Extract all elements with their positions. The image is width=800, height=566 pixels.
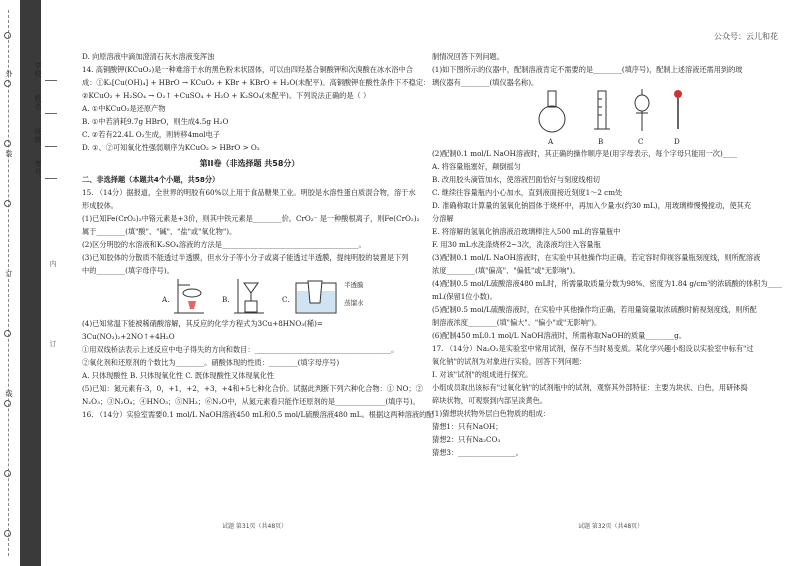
step-b: B. 改用胶头滴管加水，使溶液凹面恰好与刻度线相切 [432, 175, 600, 184]
option-c: C. ②若有22.4L O₂生成，则转移4mol电子 [82, 130, 220, 139]
option-d-q13: D. 向原溶液中滴加澄清石灰水溶液变浑浊 [82, 52, 215, 61]
question-16: 16. （14分）实验室需要0.1 mol/L NaOH溶液450 mL和0.5 mol/L硫酸溶液480 mL。根据这两种溶液的配 [82, 410, 434, 419]
page-footer-right: 试题 第32页（共48页） [578, 523, 644, 530]
field-label-name: 姓名 [34, 95, 42, 111]
binding-hole [4, 200, 11, 207]
step-d: 分溶解 [432, 214, 454, 223]
question-14-stem: 14. 高铜酸钾(KCuO₂)是一种难溶于水的黑色粉末状固体，可以由四羟基合铜酸钾和次溴酸在冰水浴中合 [82, 65, 413, 74]
question-16-part3: 浓度________(填"偏高"、"偏低"或"无影响")。 [432, 266, 580, 275]
question-15-part1: 属于________(填"酸"、"碱"、"盐"或"氧化物")。 [82, 227, 237, 236]
left-page [82, 50, 434, 421]
evaporation-apparatus [174, 277, 206, 315]
field-line [45, 80, 57, 81]
step-a: A. 将容量瓶塞好，颠倒摇匀 [432, 162, 521, 171]
inner-mark: 订 [49, 340, 57, 348]
option-a: A. ①中KCuO₂是还原产物 [82, 104, 166, 113]
question-17-text: 小组成员取出该标有"过氧化钠"的试剂瓶中的试剂，观察其外部特征：主要为块状、白色，用研钵捣 [432, 383, 748, 392]
question-15-part2: (2)区分明胶的水溶液和K₂SO₄溶液的方法是______________________________________。 [82, 240, 366, 249]
apparatus-label: B. [222, 295, 230, 304]
question-15-part4: 3Cu(NO₃)₂+2NO↑+4H₂O [82, 332, 175, 341]
page-footer-left: 试题 第31页（共48页） [222, 523, 288, 530]
hypothesis-3: 猜想3：________________。 [432, 448, 523, 457]
apparatus-label: D [674, 137, 680, 146]
outer-mark: 线 [5, 390, 13, 398]
question-16-part1: 璃仪器有________(填仪器名称)。 [432, 78, 539, 87]
inner-mark: 内 [49, 260, 57, 268]
question-15-part5: N₂O₃；③N₂O₄；④HNO₃；⑤NH₃；⑥N₂O中，从氮元素看只能作还原剂的是______________(填序号)。 [82, 397, 420, 406]
question-15-part5: (5)已知：氮元素有-3，0，+1，+2，+3，+4和+5七种化合价。试据此判断下列六种化合物：① NO；② [82, 384, 423, 393]
question-17: 17. （14分）Na₂O₂是实验室中常用试剂，保存不当时易变质。某化学兴趣小组设以实验室中标有"过 [432, 344, 754, 353]
field-label-number: 考号 [34, 160, 42, 176]
question-16-part3: (3)配制0.1 mol/L NaOH溶液时，在实验中其他操作均正确，若定容时仰视容量瓶刻度线，则所配溶液 [432, 253, 761, 262]
question-15-part4: (4)已知常温下能被稀硝酸溶解，其反应的化学方程式为3Cu+8HNO₃(稀)= [82, 319, 323, 328]
outer-mark: 外 [5, 70, 13, 78]
field-line [45, 146, 57, 147]
graduated-cylinder-b [592, 89, 612, 133]
binding-hole [4, 470, 11, 477]
question-15-part3: 中的________(填字母序号)。 [82, 266, 174, 275]
question-16-part6: (6)配制450 mL0.1 mol/L NaOH溶液时，所需称取NaOH的质量________g。 [432, 331, 686, 340]
apparatus-label: C [638, 137, 644, 146]
question-14-stem: 成：①K₂[Cu(OH)₄] + HBrO → KCuO₂ + KBr + KBrO + H₂O(未配平)。高铜酸钾在酸性条件下不稳定： [82, 78, 431, 87]
question-17-section1: I. 对该"试剂"的组成进行探究。 [432, 370, 533, 379]
question-16-part4: (4)配制0.5 mol/L硫酸溶液480 mL时，所需量取质量分数为98%、密度为1.84 g/cm³的浓硫酸的体积为____ [432, 279, 782, 288]
option-d: D. ①、②可知氧化性强弱顺序为KCuO₂ > HBrO > O₂ [82, 143, 260, 152]
question-14-stem: ②KCuO₂ + H₂SO₄ → O₂↑ +CuSO₄ + H₂O + K₂SO₄(未配平)。下列说法正确的是（ ） [82, 91, 371, 100]
apparatus-label: C. [282, 295, 290, 304]
question-15-part1: (1)已知Fe(CrO₂)₂中铬元素是+3价，则其中铁元素是________价。CrO₂⁻ 是一种酸根离子，则Fe(CrO₂)₂ [82, 214, 420, 223]
question-15: 形成胶体。 [82, 201, 118, 210]
step-f: F. 用30 mL水洗涤烧杯2~3次，洗涤液均注入容量瓶 [432, 240, 601, 249]
apparatus-label: A [548, 137, 554, 146]
water-label: 蒸馏水 [344, 299, 364, 307]
question-17-part1: (1)猜想块状物外层白色物质的组成： [432, 409, 550, 418]
apparatus-figure [82, 277, 417, 317]
flask-a [532, 89, 572, 133]
binding-hole [4, 32, 11, 39]
dropper-d [670, 89, 686, 133]
filtration-apparatus [234, 277, 266, 315]
question-15-part3: (3)已知胶体的分散质不能透过半透膜，但水分子等小分子或离子能透过半透膜，提纯明胶的装置是下列 [82, 253, 409, 262]
apparatus-label: A. [162, 295, 170, 304]
question-17-text: 碎块状物，可观察到内部呈淡黄色。 [432, 396, 548, 405]
field-label-school: 学校 [34, 62, 42, 78]
hypothesis-1: 猜想1：只有NaOH； [432, 422, 503, 431]
separatory-funnel-c [632, 89, 652, 133]
field-line [45, 113, 57, 114]
step-d: D. 准确称取计算量的氢氧化钠固体于烧杯中，再加入少量水(约30 mL)，用玻璃棒慢慢搅动，使其充 [432, 201, 752, 210]
section-subtitle: 二、非选择题（本题共4个小题，共58分） [82, 175, 220, 184]
outer-mark: 装 [5, 150, 13, 158]
binding-hole [4, 140, 11, 147]
section-title: 第II卷（非选择题 共58分） [199, 159, 300, 168]
watermark: 公众号：云儿和花 [714, 32, 778, 41]
question-15: 15. （14分）据报道，全世界的明胶有60%以上用于食品糖果工业。明胶是水溶性蛋白质混合物，溶于水 [82, 188, 416, 197]
question-16-part4: mL(保留1位小数)。 [432, 292, 497, 301]
question-16-part1: (1)如下图所示的仪器中，配制溶液肯定不需要的是________(填序号)，配制上述溶液还需用到的玻 [432, 65, 743, 74]
question-16-part2: (2)配制0.1 mol/L NaOH溶液时，其正确的操作顺序是(用字母表示，每个字母只能用一次)____ [432, 149, 738, 158]
question-15-part4: ①用双线桥法表示上述反应中电子得失的方向和数目：______________________________________。 [82, 345, 399, 354]
dialysis-apparatus [294, 277, 340, 315]
binding-margin [0, 0, 60, 566]
option-b: B. ①中若消耗9.7g HBrO，则生成4.5g H₂O [82, 117, 229, 126]
field-line [45, 178, 57, 179]
outer-mark: 订 [5, 270, 13, 278]
membrane-label: 半透膜 [344, 281, 364, 289]
right-page [432, 50, 782, 459]
glassware-figure [432, 89, 782, 147]
question-16-cont: 制情况回答下列问题。 [432, 52, 504, 61]
question-16-part5: (5)配制0.5 mol/L硫酸溶液时，在实验中其他操作均正确，若用量筒量取浓硫酸时俯视刻度线，则所配 [432, 305, 757, 314]
question-17: 氧化钠"的试剂为对象进行实验，回答下列问题： [432, 357, 587, 366]
step-e: E. 将溶解的氢氧化钠溶液沿玻璃棒注入500 mL的容量瓶中 [432, 227, 621, 236]
binding-hole [4, 530, 11, 537]
question-16-part5: 制溶液浓度________(填"偏大"、"偏小"或"无影响")。 [432, 318, 602, 327]
binding-hole [4, 330, 11, 337]
question-15-part4: ②氧化剂和还原剂的个数比为________。硝酸体现的性质：________(填字母序号) [82, 358, 340, 367]
question-15-part4-options: A. 只体现酸性 B. 只体现氧化性 C. 既体现酸性又体现氧化性 [82, 371, 275, 380]
hypothesis-2: 猜想2：只有Na₂CO₃ [432, 435, 501, 444]
field-label-class: 班级 [34, 128, 42, 144]
binding-stripe [20, 0, 41, 566]
binding-hole [4, 80, 11, 87]
step-c: C. 继续往容量瓶内小心加水，直到液面接近刻度1～2 cm处 [432, 188, 623, 197]
binding-hole [4, 400, 11, 407]
apparatus-label: B [598, 137, 604, 146]
